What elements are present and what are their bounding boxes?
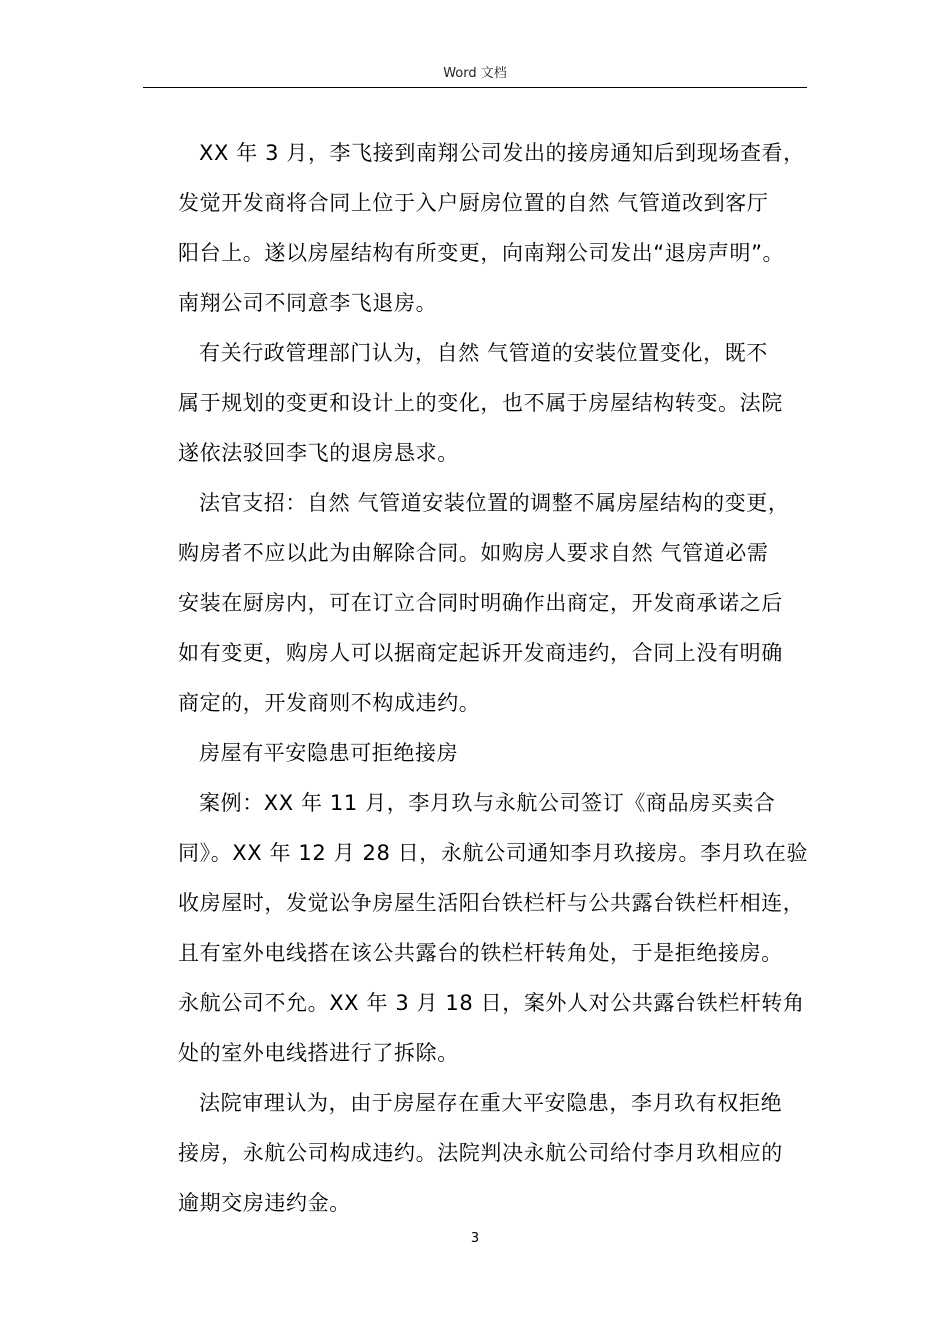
text-line: 收房屋时，发觉讼争房屋生活阳台铁栏杆与公共露台铁栏杆相连， [178, 891, 805, 915]
section-heading: 房屋有平安隐患可拒绝接房 [199, 741, 459, 765]
text-line: 如有变更，购房人可以据商定起诉开发商违约，合同上没有明确 [178, 641, 783, 665]
document-body [178, 128, 810, 1228]
page-header: Word 文档 [443, 66, 507, 81]
text-line: 有关行政管理部门认为，自然 气管道的安装位置变化，既不 [199, 341, 768, 365]
text-line: 南翔公司不同意李飞退房。 [178, 291, 438, 315]
text-line: 法院审理认为，由于房屋存在重大平安隐患，李月玖有权拒绝 [199, 1091, 783, 1115]
text-line: 安装在厨房内，可在订立合同时明确作出商定，开发商承诺之后 [178, 591, 783, 615]
text-line: XX 年 3 月，李飞接到南翔公司发出的接房通知后到现场查看， [199, 141, 805, 165]
text-line: 购房者不应以此为由解除合同。如购房人要求自然 气管道必需 [178, 541, 769, 565]
page-number: 3 [470, 1231, 480, 1246]
text-line: 永航公司不允。XX 年 3 月 18 日，案外人对公共露台铁栏杆转角 [178, 991, 805, 1015]
text-line: 接房，永航公司构成违约。法院判决永航公司给付李月玖相应的 [178, 1141, 783, 1165]
header-divider [143, 87, 807, 88]
text-line: 逾期交房违约金。 [178, 1191, 351, 1215]
text-line: 阳台上。遂以房屋结构有所变更，向南翔公司发出“退房声明”。 [178, 241, 785, 265]
text-line: 发觉开发商将合同上位于入户厨房位置的自然 气管道改到客厅 [178, 191, 769, 215]
text-line: 商定的，开发商则不构成违约。 [178, 691, 481, 715]
text-line: 且有室外电线搭在该公共露台的铁栏杆转角处，于是拒绝接房。 [178, 941, 783, 965]
text-line: 法官支招：自然 气管道安装位置的调整不属房屋结构的变更， [199, 491, 790, 515]
text-line: 属于规划的变更和设计上的变化，也不属于房屋结构转变。法院 [178, 391, 783, 415]
text-line: 处的室外电线搭进行了拆除。 [178, 1041, 459, 1065]
text-line: 同》。XX 年 12 月 28 日，永航公司通知李月玖接房。李月玖在验 [178, 841, 809, 865]
text-line: 案例：XX 年 11 月，李月玖与永航公司签订《商品房买卖合 [199, 791, 776, 815]
text-line: 遂依法驳回李飞的退房恳求。 [178, 441, 459, 465]
